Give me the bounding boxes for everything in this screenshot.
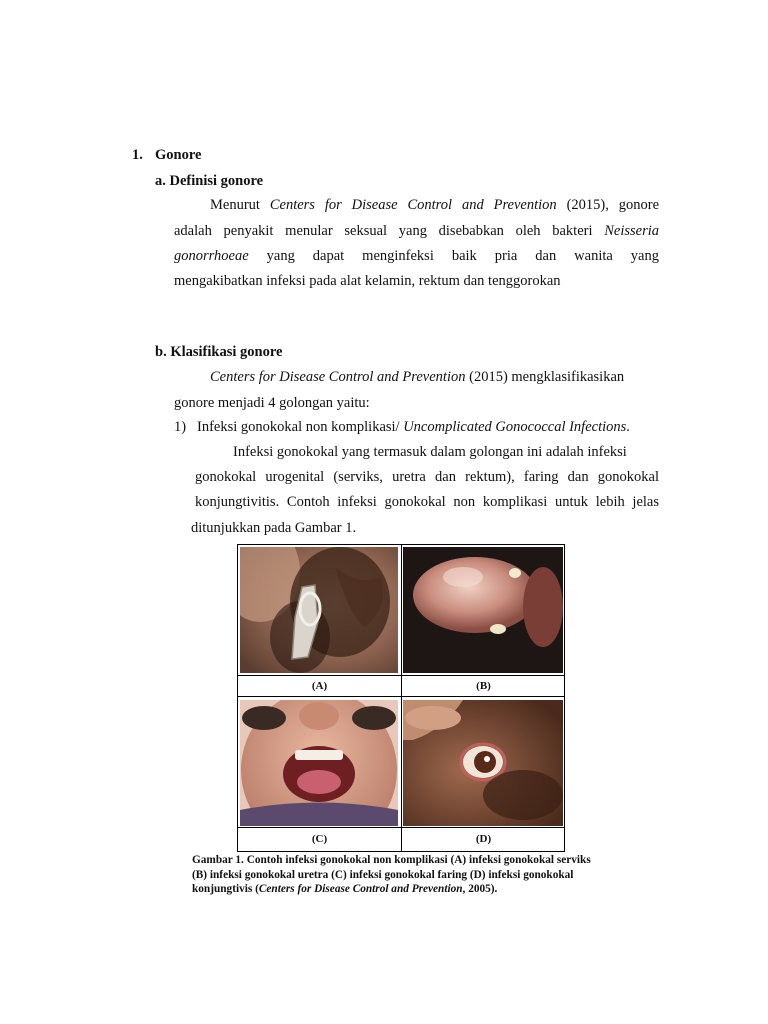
definition-line-1: Menurut Centers for Disease Control and Prevention (2015), gonore — [210, 197, 660, 213]
definition-line-2: adalah penyakit menular seksual yang disebabkan oleh bakteri Neisseria — [174, 223, 659, 239]
figure-image-c — [240, 700, 398, 826]
figure-divider-1 — [238, 675, 564, 676]
definition-line-4: mengakibatkan infeksi pada alat kelamin, rektum dan tenggorokan — [174, 273, 561, 289]
classification-heading: b. Klasifikasi gonore — [155, 344, 283, 360]
classification-item-1: Infeksi gonokokal non komplikasi/ Uncomplicated Gonococcal Infections. — [197, 419, 630, 435]
figure-label-c: (C) — [311, 833, 328, 845]
figure-divider-3 — [238, 827, 564, 828]
figure-label-a: (A) — [311, 680, 328, 692]
figure-image-a — [240, 547, 398, 673]
figure-image-b — [403, 547, 563, 673]
figure-image-d — [403, 700, 563, 826]
caption-line-1: Gambar 1. Contoh infeksi gonokokal non komplikasi (A) infeksi gonokokal serviks — [192, 854, 591, 866]
classification-line-1: Centers for Disease Control and Prevention (2015) mengklasifikasikan — [210, 369, 625, 385]
section-number: 1. — [132, 147, 143, 163]
caption-line-2: (B) infeksi gonokokal uretra (C) infeksi gonokokal faring (D) infeksi gonokokal — [192, 868, 574, 881]
figure-label-d: (D) — [475, 833, 492, 845]
classification-item-number: 1) — [174, 419, 187, 435]
classification-line-2: gonore menjadi 4 golongan yaitu: — [174, 395, 370, 411]
paragraph-line-3: konjungtivitis. Contoh infeksi gonokokal non komplikasi untuk lebih jelas — [195, 494, 659, 510]
paragraph-line-4: ditunjukkan pada Gambar 1. — [191, 520, 357, 536]
figure-divider-2 — [238, 696, 564, 697]
figure-table — [237, 544, 565, 852]
definition-heading: a. Definisi gonore — [155, 173, 264, 189]
figure-label-b: (B) — [476, 680, 491, 692]
caption-line-3: konjungtivis (Centers for Disease Control and Prevention, 2005). — [192, 883, 498, 895]
paragraph-line-2: gonokokal urogenital (serviks, uretra dan rektum), faring dan gonokokal — [195, 469, 659, 485]
section-title: Gonore — [155, 147, 202, 163]
figure-caption — [192, 853, 652, 897]
paragraph-line-1: Infeksi gonokokal yang termasuk dalam golongan ini adalah infeksi — [233, 444, 627, 460]
definition-line-3: gonorrhoeae yang dapat menginfeksi baik pria dan wanita yang — [174, 248, 659, 264]
figure-divider-vertical — [401, 545, 402, 851]
